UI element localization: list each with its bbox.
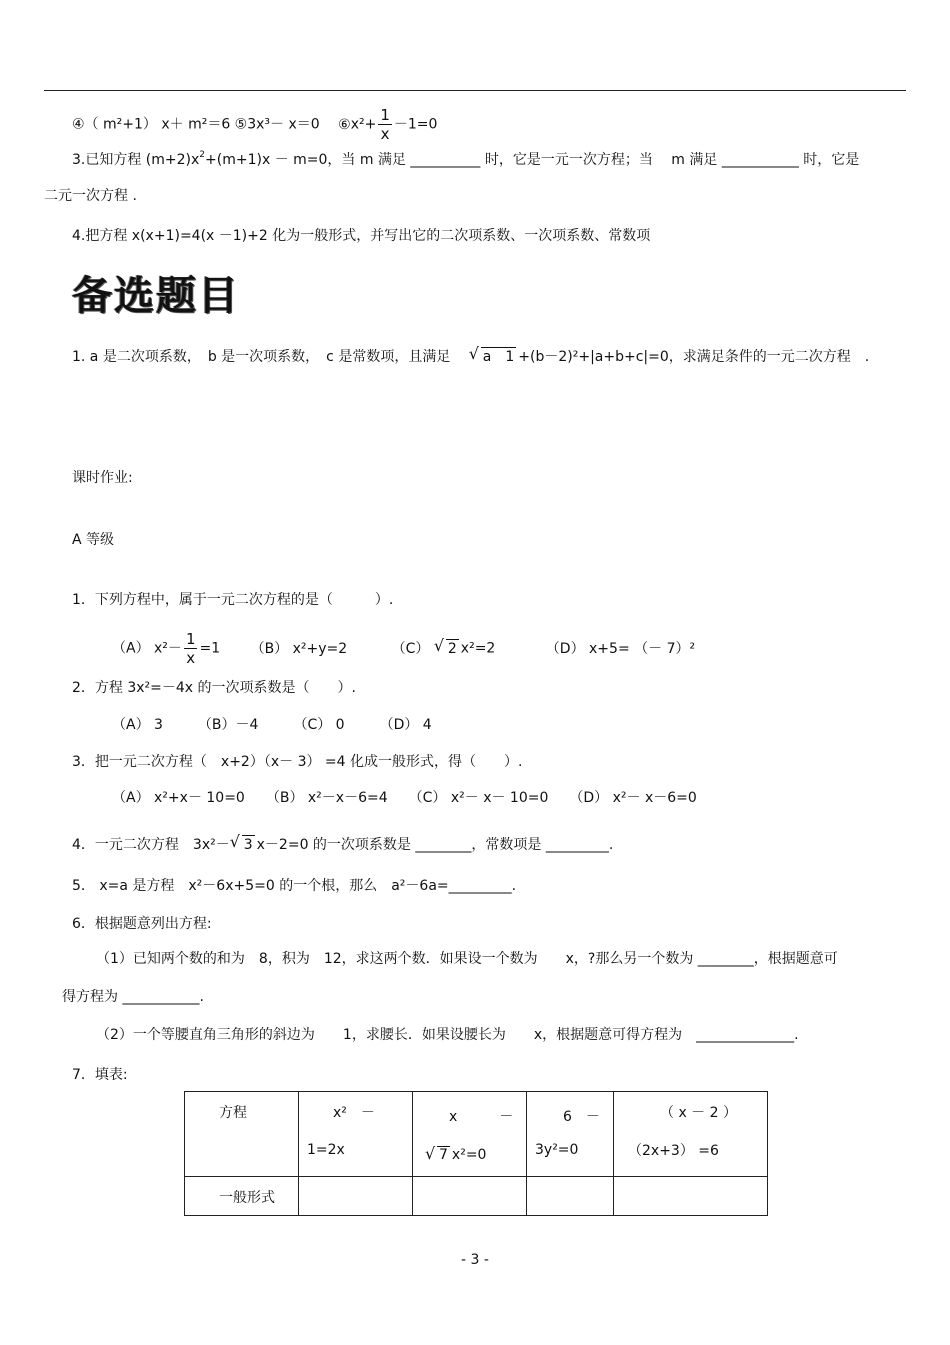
page-number: - 3 - [461,1252,489,1268]
equation-6-suffix: －1=0 [393,116,438,133]
question-3-line2: 二元一次方程 . [44,188,137,204]
hw-question-2: 2．方程 3x²=－4x 的一次项系数是（ ）. [72,680,356,696]
equation-6-label: ⑥ [338,116,351,133]
equation-6-fraction: $\frac{1}{x}$ [380,106,390,143]
table-cell-eq3: 6 － 3y²=0 [527,1092,614,1177]
hw-question-7: 7．填表: [72,1067,128,1083]
equation-6-term: x²+ [350,116,377,133]
hw-question-1-options: （A） x²－ $\frac{1}{x}$ =1 （B） x²+y=2 （C） √ 2 x²=2 （D） x+5= （－ 7）² [112,630,696,667]
homework-title: 课时作业: [72,470,133,486]
option-c-sqrt: √ 2 [433,635,457,657]
question-3-line1: 3.已知方程 $(m+2)x^2+(m+1)x - m=0$，当 m 满足 __________ 时，它是一元一次方程；当 m 满足 ___________ 时，它是 [72,150,860,168]
table-row [185,1092,768,1177]
table-cell-eq2: x － √ 7 x²=0 [413,1092,527,1177]
hw-question-3-options: （A） x²+x－ 10=0 （B） x²－x－6=4 （C） x²－ x－ 10=0 （D） x²－ x－6=0 [112,790,697,806]
equation-list-line [72,106,437,143]
table-header-general-form: 一般形式 [185,1177,299,1216]
fill-table [184,1091,768,1216]
option-a-fraction: $\frac{1}{x}$ [185,630,196,667]
eq2-sqrt: √ 7 [425,1144,448,1163]
hw-question-2-options: （A） 3 （B）－4 （C） 0 （D） 4 [112,717,432,733]
backup-heading: 备选题目 [72,273,240,319]
hw-question-1: 1．下列方程中，属于一元二次方程的是（ ）. [72,592,394,608]
header-rule [44,90,906,91]
q4-sqrt: √ 3 [229,832,253,853]
hw-question-6-1-line2: 得方程为 ___________. [62,989,204,1005]
hw-question-4: 4．一元二次方程 3x²－ √ 3 x－2=0 的一次项系数是 ________，常数项是 _________. [72,832,614,853]
hw-question-6-2: （2）一个等腰直角三角形的斜边为 1，求腰长．如果设腰长为 x，根据题意可得方程为 ______________. [96,1027,799,1043]
table-cell-eq4: （ x － 2 ） （2x+3） =6 [614,1092,768,1177]
question-4: 4.把方程 x(x+1)=4(x －1)+2 化为一般形式，并写出它的二次项系数、一次项系数、常数项 [72,228,651,244]
sqrt-expression: √ a 1 [468,344,515,365]
table-header-equation: 方程 [185,1092,299,1177]
hw-question-3: 3．把一元二次方程（ x+2）（x－ 3） =4 化成一般形式，得（ ）. [72,754,523,770]
table-cell-eq1: x² － 1=2x [299,1092,413,1177]
table-answer-cell[interactable] [527,1177,614,1216]
table-answer-cell[interactable] [614,1177,768,1216]
hw-question-6-1-line1: （1）已知两个数的和为 8，积为 12，求这两个数．如果设一个数为 x，?那么另一个数为 ________，根据题意可 [96,951,838,967]
equations-4-5: ④（ m²+1） x＋ m²＝6 ⑤3x³－ x＝0 [72,116,320,133]
level-label: A 等级 [72,532,115,548]
table-answer-cell[interactable] [413,1177,527,1216]
backup-question-1: 1. a 是二次项系数， b 是一次项系数， c 是常数项，且满足 √ a 1 +(b－2)²+|a+b+c|=0，求满足条件的一元二次方程 . [72,344,870,365]
table-answer-cell[interactable] [299,1177,413,1216]
hw-question-6: 6．根据题意列出方程: [72,916,212,932]
table-row [185,1177,768,1216]
hw-question-5: 5． x=a 是方程 x²－6x+5=0 的一个根，那么 a²－6a=_________. [72,878,517,894]
